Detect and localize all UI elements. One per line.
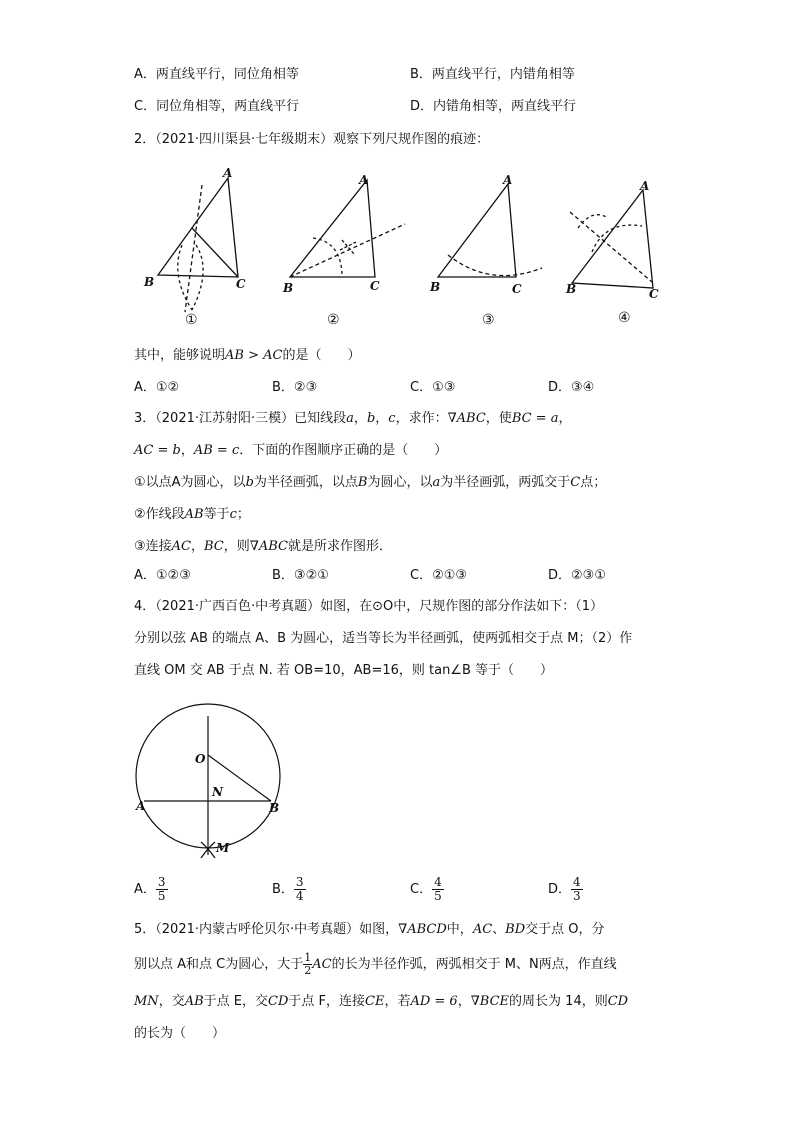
svg-text:B: B	[144, 275, 155, 289]
q2-option-c[interactable]: C．①③	[410, 380, 456, 395]
svg-text:A: A	[136, 799, 146, 813]
q5-stem-line4: 的长为（ ）	[134, 1026, 226, 1041]
svg-text:C: C	[649, 287, 659, 301]
q3-step-3: ③连接AC，BC，则∇ABC就是所求作图形．	[134, 539, 393, 554]
q2-stem: 2．（2021·四川渠县·七年级期末）观察下列尺规作图的痕迹：	[134, 132, 490, 147]
q1-option-d[interactable]: D．内错角相等，两直线平行	[410, 99, 577, 114]
svg-text:B: B	[430, 280, 441, 294]
q4-option-d[interactable]: D． $\frac{4}{3}$	[548, 875, 581, 903]
svg-text:N: N	[212, 785, 223, 799]
q2-option-a[interactable]: A．①②	[134, 380, 180, 395]
q1-option-c[interactable]: C．同位角相等，两直线平行	[134, 99, 300, 114]
q5-stem-line3: MN，交AB于点 E，交CD于点 F，连接CE，若AD = 6，∇BCE的周长为 14，则CD	[134, 994, 629, 1009]
svg-text:M: M	[216, 841, 230, 855]
q5-stem-line2: 别以点 A和点 C为圆心，大于 $\frac{1}{2}$ AC的长为半径作弧，两弧相交于 M、N两点，作直线	[134, 951, 617, 977]
q4-stem-line3: 直线 OM 交 AB 于点 N. 若 OB=10，AB=16，则 tan∠B 等于（ ）	[134, 663, 554, 678]
q3-stem-line1: 3．（2021·江苏射阳·三模）已知线段a，b，c，求作：∇ABC，使BC = a，	[134, 411, 572, 426]
svg-text:B: B	[283, 281, 294, 295]
q4-stem-line1: 4．（2021·广西百色·中考真题）如图，在⊙O中，尺规作图的部分作法如下：（1）	[134, 599, 604, 614]
svg-text:①: ①	[185, 312, 198, 328]
svg-text:O: O	[195, 752, 206, 766]
svg-text:C: C	[370, 279, 380, 293]
q2-option-b[interactable]: B．②③	[272, 380, 318, 395]
q3-option-c[interactable]: C．②①③	[410, 568, 468, 583]
svg-text:B: B	[566, 282, 577, 296]
q4-option-a[interactable]: A． $\frac{3}{5}$	[134, 875, 166, 903]
q2-figure-2	[290, 180, 405, 277]
q4-option-b[interactable]: B． $\frac{3}{4}$	[272, 875, 304, 903]
q3-option-b[interactable]: B．③②①	[272, 568, 329, 583]
q4-figure	[130, 700, 290, 865]
q4-option-c[interactable]: C． $\frac{4}{5}$	[410, 875, 442, 903]
svg-text:B: B	[269, 801, 280, 815]
q2-option-d[interactable]: D．③④	[548, 380, 595, 395]
q2-question: 其中，能够说明AB > AC的是（ ）	[134, 348, 361, 363]
q1-option-b[interactable]: B．两直线平行，内错角相等	[410, 67, 575, 82]
q2-figure-1	[158, 178, 238, 312]
svg-text:②: ②	[327, 312, 340, 328]
svg-text:A: A	[640, 179, 650, 193]
q2-figure-4	[570, 190, 653, 288]
q2-figures	[130, 160, 680, 335]
svg-text:③: ③	[482, 312, 495, 328]
q3-option-d[interactable]: D．②③①	[548, 568, 606, 583]
q3-option-a[interactable]: A．①②③	[134, 568, 191, 583]
q3-step-2: ②作线段AB等于c；	[134, 507, 250, 522]
q4-stem-line2: 分别以弦 AB 的端点 A、B 为圆心，适当等长为半径画弧，使两弧相交于点 M；（2）作	[134, 631, 633, 646]
svg-text:A: A	[503, 173, 513, 187]
svg-text:④: ④	[618, 310, 631, 326]
q1-option-a[interactable]: A．两直线平行，同位角相等	[134, 67, 299, 82]
q3-stem-line2: AC = b，AB = c．下面的作图顺序正确的是（ ）	[134, 443, 448, 458]
svg-text:A: A	[359, 173, 369, 187]
svg-text:A: A	[223, 166, 233, 180]
q2-figure-3	[438, 184, 542, 277]
svg-text:C: C	[236, 277, 246, 291]
q5-stem-line1: 5．（2021·内蒙古呼伦贝尔·中考真题）如图，∇ABCD中，AC、BD交于点 O，分	[134, 922, 605, 937]
svg-text:C: C	[512, 282, 522, 296]
q3-step-1: ①以点A为圆心，以b为半径画弧，以点B为圆心，以a为半径画弧，两弧交于C点；	[134, 475, 607, 490]
